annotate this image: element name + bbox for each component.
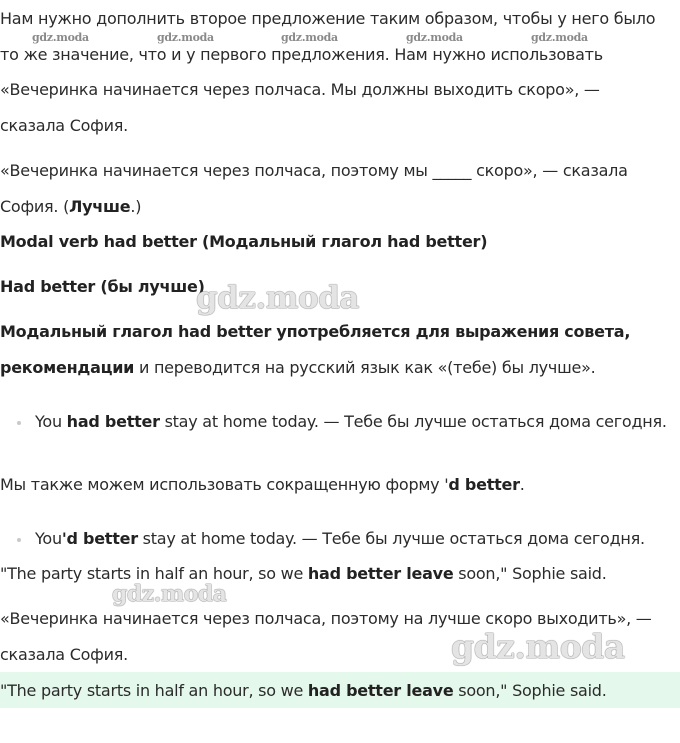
heading-had-better: Had better (бы лучше) bbox=[0, 277, 205, 296]
explanation-line-1: Модальный глагол had better употребляется для выражения совета, bbox=[0, 322, 631, 341]
intro-line-2: то же значение, что и у первого предложения. Нам нужно использовать bbox=[0, 45, 603, 64]
english-sentence: "The party starts in half an hour, so we had better leave soon," Sophie said. bbox=[0, 564, 607, 583]
explanation-line-2: рекомендации и переводится на русский язык как «(тебе) бы лучше». bbox=[0, 358, 596, 377]
watermark: gdz.moda bbox=[157, 31, 214, 44]
example2-line-1: «Вечеринка начинается через полчаса, поэтому мы _____ скоро», — сказала bbox=[0, 161, 628, 180]
bullet-dot bbox=[17, 538, 21, 542]
watermark: gdz.moda bbox=[451, 627, 625, 666]
heading-modal-verb: Modal verb had better (Модальный глагол had better) bbox=[0, 232, 488, 251]
watermark: gdz.moda bbox=[406, 31, 463, 44]
bullet-dot bbox=[17, 421, 21, 425]
answer-sentence: "The party starts in half an hour, so we had better leave soon," Sophie said. bbox=[0, 681, 607, 700]
example2-line-2: София. (Лучше.) bbox=[0, 197, 142, 216]
bullet-example-2: You'd better stay at home today. — Тебе бы лучше остаться дома сегодня. bbox=[35, 529, 645, 548]
watermark: gdz.moda bbox=[196, 280, 359, 316]
short-form-line: Мы также можем использовать сокращенную форму 'd better. bbox=[0, 475, 525, 494]
watermark: gdz.moda bbox=[112, 581, 227, 607]
example1-line-1: «Вечеринка начинается через полчаса. Мы должны выходить скоро», — bbox=[0, 80, 600, 99]
watermark: gdz.moda bbox=[531, 31, 588, 44]
watermark: gdz.moda bbox=[281, 31, 338, 44]
watermark: gdz.moda bbox=[32, 31, 89, 44]
translation-line-2: сказала София. bbox=[0, 645, 128, 664]
bullet-example-1: You had better stay at home today. — Тебе бы лучше остаться дома сегодня. bbox=[35, 412, 667, 431]
translation-line-1: «Вечеринка начинается через полчаса, поэтому на лучше скоро выходить», — bbox=[0, 609, 652, 628]
example1-line-2: сказала София. bbox=[0, 116, 128, 135]
intro-line-1: Нам нужно дополнить второе предложение таким образом, чтобы у него было bbox=[0, 9, 656, 28]
